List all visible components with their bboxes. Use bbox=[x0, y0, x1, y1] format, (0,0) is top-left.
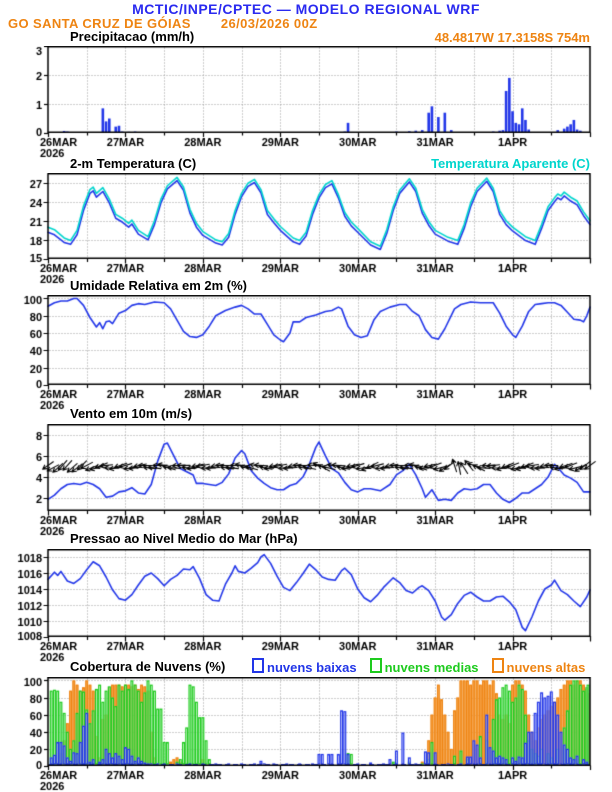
precipitation-chart-canvas bbox=[0, 46, 612, 159]
cloud-legend bbox=[252, 658, 585, 675]
humidity-chart-canvas bbox=[0, 295, 612, 411]
cloud-cover-chart-canvas bbox=[0, 677, 612, 792]
panel-title-pressure: Pressao ao Nivel Medio do Mar (hPa) bbox=[70, 531, 298, 546]
wind-chart-canvas bbox=[0, 424, 612, 537]
panel-title-precipitation: Precipitacao (mm/h) bbox=[70, 29, 195, 44]
high-clouds-legend-swatch bbox=[492, 658, 504, 673]
pressure-chart-canvas bbox=[0, 549, 612, 663]
apparent-temperature-label: Temperatura Aparente (C) bbox=[431, 156, 590, 171]
station-name: GO SANTA CRUZ DE GÓIAS bbox=[8, 16, 191, 31]
low-clouds-legend-item bbox=[252, 658, 357, 675]
mid-clouds-legend-swatch bbox=[370, 658, 382, 673]
page-title: MCTIC/INPE/CPTEC — MODELO REGIONAL WRF bbox=[132, 1, 480, 17]
model-run-datetime: 26/03/2026 00Z bbox=[220, 16, 318, 31]
mid-clouds-legend-label: nuvens medias bbox=[384, 660, 479, 675]
station-coordinates-label: 48.4817W 17.3158S 754m bbox=[434, 30, 590, 45]
panel-title-temperature: 2-m Temperatura (C) bbox=[70, 156, 197, 171]
panel-title-wind: Vento em 10m (m/s) bbox=[70, 406, 193, 421]
panel-title-cloud-cover: Cobertura de Nuvens (%) bbox=[70, 659, 226, 674]
high-clouds-legend-item bbox=[492, 658, 586, 675]
high-clouds-legend-label: nuvens altas bbox=[506, 660, 586, 675]
mid-clouds-legend-item bbox=[370, 658, 479, 675]
temperature-chart-canvas bbox=[0, 173, 612, 285]
low-clouds-legend-swatch bbox=[252, 658, 264, 673]
panel-title-humidity: Umidade Relativa em 2m (%) bbox=[70, 278, 248, 293]
low-clouds-legend-label: nuvens baixas bbox=[267, 660, 357, 675]
